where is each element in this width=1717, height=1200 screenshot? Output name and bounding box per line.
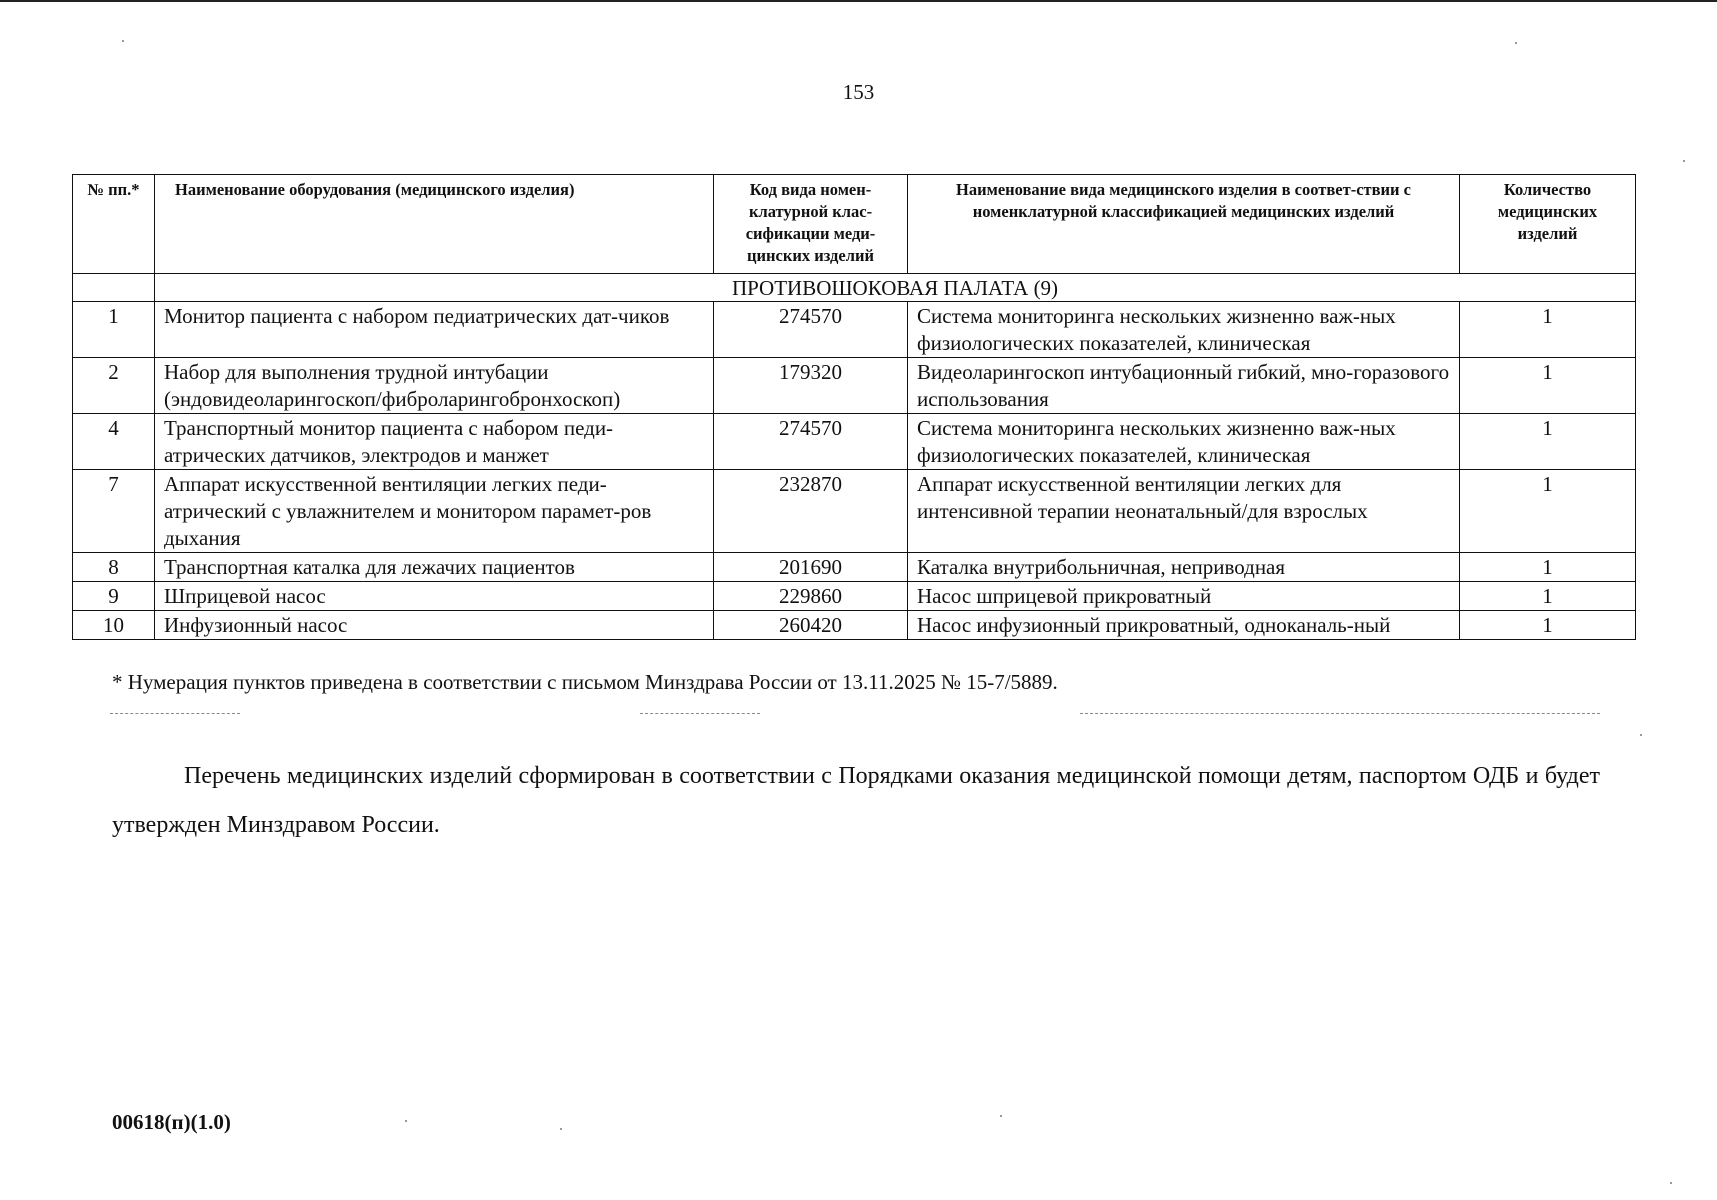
scan-artifact-rule	[110, 713, 240, 714]
row-num: 7	[73, 470, 155, 553]
row-kind: Система мониторинга нескольких жизненно важ-ных физиологических показателей, клиническая	[908, 414, 1460, 470]
section-title: ПРОТИВОШОКОВАЯ ПАЛАТА (9)	[155, 274, 1636, 302]
scan-speck	[122, 40, 124, 42]
table-header-row	[73, 175, 1636, 274]
row-code: 232870	[714, 470, 908, 553]
scan-speck	[1670, 1182, 1672, 1184]
row-code: 274570	[714, 302, 908, 358]
row-name: Шприцевой насос	[155, 582, 714, 611]
header-nomenclature-code: Код вида номен-клатурной клас-сификации меди-цинских изделий	[714, 175, 908, 274]
row-qty: 1	[1460, 358, 1636, 414]
row-qty: 1	[1460, 470, 1636, 553]
scan-speck	[1640, 734, 1642, 736]
row-kind: Каталка внутрибольничная, неприводная	[908, 553, 1460, 582]
scan-speck	[1683, 160, 1685, 162]
table-row	[73, 553, 1636, 582]
row-kind: Насос инфузионный прикроватный, одноканаль-ный	[908, 611, 1460, 640]
table-row	[73, 358, 1636, 414]
table-row	[73, 611, 1636, 640]
row-name: Набор для выполнения трудной интубации (эндовидеоларингоскоп/фиброларингобронхоскоп)	[155, 358, 714, 414]
row-code: 260420	[714, 611, 908, 640]
row-kind: Видеоларингоскоп интубационный гибкий, мно-горазового использования	[908, 358, 1460, 414]
row-name: Транспортный монитор пациента с набором педи-атрических датчиков, электродов и манжет	[155, 414, 714, 470]
table-row	[73, 414, 1636, 470]
scan-speck	[1515, 42, 1517, 44]
page-number: 153	[842, 80, 875, 104]
scan-speck	[1000, 1115, 1002, 1117]
scan-speck	[405, 1120, 407, 1122]
document-code: 00618(п)(1.0)	[112, 1110, 231, 1134]
row-code: 274570	[714, 414, 908, 470]
row-name: Монитор пациента с набором педиатрических дат-чиков	[155, 302, 714, 358]
scan-speck	[560, 1128, 562, 1130]
table-row	[73, 470, 1636, 553]
row-num: 9	[73, 582, 155, 611]
row-num: 1	[73, 302, 155, 358]
row-code: 229860	[714, 582, 908, 611]
row-kind: Система мониторинга нескольких жизненно важ-ных физиологических показателей, клиническая	[908, 302, 1460, 358]
row-qty: 1	[1460, 611, 1636, 640]
row-num: 2	[73, 358, 155, 414]
scan-top-edge	[0, 0, 1717, 2]
header-device-kind: Наименование вида медицинского изделия в соответ-ствии с номенклатурной классификацией медицинских изделий	[908, 175, 1460, 274]
table-row	[73, 302, 1636, 358]
row-code: 179320	[714, 358, 908, 414]
scan-artifact-rule	[640, 713, 760, 714]
body-paragraph: Перечень медицинских изделий сформирован в соответствии с Порядками оказания медицинской помощи детям, паспортом ОДБ и будет утвержден Минздравом России.	[112, 763, 1600, 838]
equipment-table	[72, 174, 1636, 640]
row-qty: 1	[1460, 582, 1636, 611]
scan-artifact-rule	[1080, 713, 1600, 714]
row-kind: Аппарат искусственной вентиляции легких для интенсивной терапии неонатальный/для взрослых	[908, 470, 1460, 553]
row-kind: Насос шприцевой прикроватный	[908, 582, 1460, 611]
section-row	[73, 274, 1636, 302]
table-row	[73, 582, 1636, 611]
row-name: Аппарат искусственной вентиляции легких педи-атрический с увлажнителем и монитором парамет-ров дыхания	[155, 470, 714, 553]
header-equipment-name: Наименование оборудования (медицинского изделия)	[155, 175, 714, 274]
section-num-cell	[73, 274, 155, 302]
row-name: Инфузионный насос	[155, 611, 714, 640]
row-name: Транспортная каталка для лежачих пациентов	[155, 553, 714, 582]
header-num: № пп.*	[73, 175, 155, 274]
row-qty: 1	[1460, 553, 1636, 582]
row-num: 8	[73, 553, 155, 582]
row-num: 10	[73, 611, 155, 640]
row-code: 201690	[714, 553, 908, 582]
row-qty: 1	[1460, 414, 1636, 470]
footnote: * Нумерация пунктов приведена в соответствии с письмом Минздрава России от 13.11.2025 № 15-7/5889.	[112, 670, 1058, 694]
row-num: 4	[73, 414, 155, 470]
header-quantity: Количество медицинских изделий	[1460, 175, 1636, 274]
row-qty: 1	[1460, 302, 1636, 358]
